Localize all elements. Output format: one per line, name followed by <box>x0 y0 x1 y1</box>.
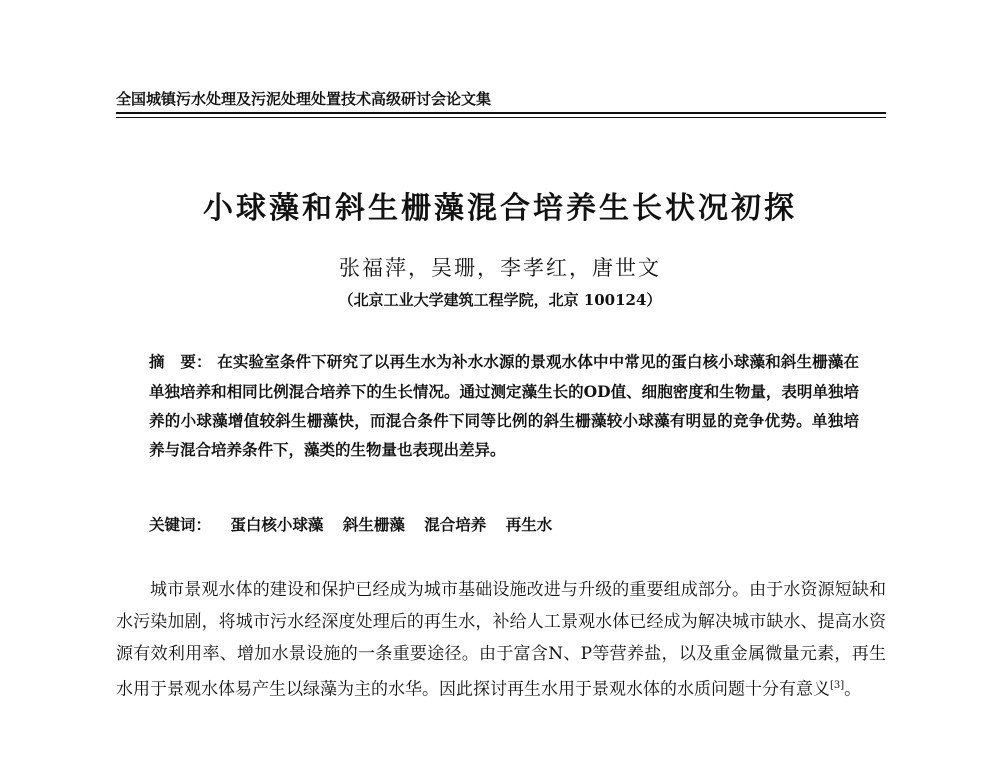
paper-title: 小球藻和斜生栅藻混合培养生长状况初探 <box>203 191 797 226</box>
abstract <box>149 347 859 464</box>
body-paragraph <box>116 574 886 706</box>
abstract-text: 在实验室条件下研究了以再生水为补水水源的景观水体中中常见的蛋白核小球藻和斜生栅藻在单独培养和相同比例混合培养下的生长情况。通过测定藻生长的OD值、细胞密度和生物量，表明单独培养的小球藻增值较斜生栅藻快，而混合条件下同等比例的斜生栅藻较小球藻有明显的竞争优势。单独培养与混合培养条件下，藻类的生物量也表现出差异。 <box>149 352 859 459</box>
paper-authors: 张福萍，吴珊，李孝红，唐世文 <box>339 256 661 280</box>
header-rule-thick <box>116 112 886 114</box>
keyword-item: 斜生栅藻 <box>342 515 405 534</box>
keyword-item: 再生水 <box>505 515 553 534</box>
body-text: 城市景观水体的建设和保护已经成为城市基础设施改进与升级的重要组成部分。由于水资源短缺和水污染加剧，将城市污水经深度处理后的再生水，补给人工景观水体已经成为解决城市缺水、提高水资源有效利用率、增加水景设施的一条重要途径。由于富含N、P等营养盐，以及重金属微量元素，再生水用于景观水体易产生以绿藻为主的水华。因此探讨再生水用于景观水体的水质问题十分有意义 <box>116 580 886 700</box>
keywords-label: 关键词： <box>149 516 212 534</box>
abstract-label: 摘 要： <box>149 353 212 371</box>
keywords <box>149 513 859 535</box>
body-end: 。 <box>844 679 862 700</box>
keyword-item: 混合培养 <box>424 515 487 534</box>
proceedings-header: 全国城镇污水处理及污泥处理处置技术高级研讨会论文集 <box>116 90 492 108</box>
keyword-item: 蛋白核小球藻 <box>230 515 324 534</box>
paper-affiliation: （北京工业大学建筑工程学院，北京 100124） <box>338 291 662 309</box>
citation-ref: [3] <box>830 680 845 691</box>
header-rule-thin <box>116 117 886 118</box>
